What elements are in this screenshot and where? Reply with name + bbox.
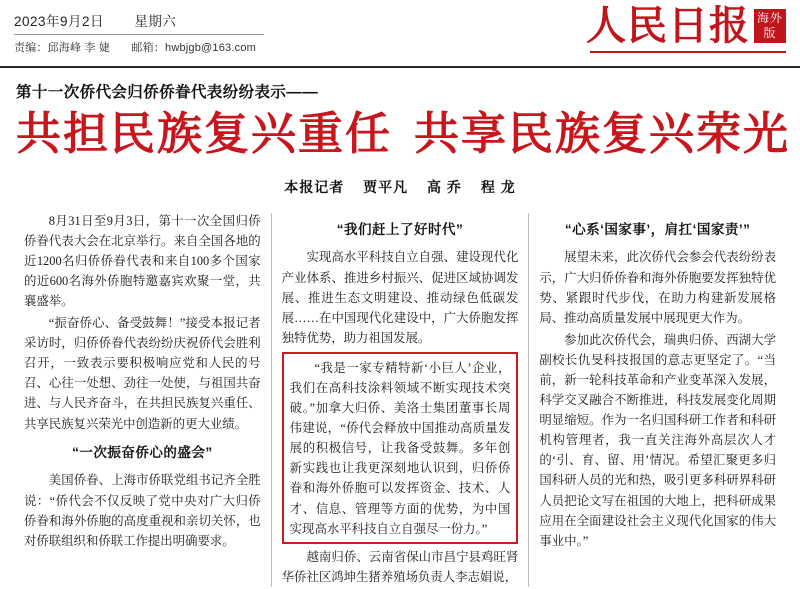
paragraph: 展望未来，此次侨代会参会代表纷纷表示，广大归侨侨眷和海外侨胞要发挥独特优势、紧跟时代步伐，在助力构建新发展格局、推动高质量发展中展现更大作为。 xyxy=(539,250,777,325)
publication-date: 2023年9月2日 xyxy=(14,14,105,29)
paragraph: “振奋侨心、备受鼓舞！”接受本报记者采访时，归侨侨眷代表纷纷庆祝侨代会胜利召开，一致表示要积极响应党和人民的号召、心往一处想、劲往一处使，与祖国共奋进、与人民齐奋斗，在共担民族复兴重任、共享民族复兴荣光中创造新的更大业绩。 xyxy=(24,316,261,431)
paragraph: 美国侨眷、上海市侨联党组书记齐全胜说：“侨代会不仅反映了党中央对广大归侨侨眷和海外侨胞的高度重视和亲切关怀，也对侨联组织和侨联工作提出明确要求。 xyxy=(24,473,261,548)
byline-author-3: 程 龙 xyxy=(480,178,516,195)
page-title xyxy=(16,109,791,159)
paragraph: 实现高水平科技自立自强、建设现代化产业体系、推进乡村振兴、促进区域协调发展、推进生态文明建设、推动绿色低碳发展……在中国现代化建设中，广大侨胞发挥独特优势，助力祖国发展。 xyxy=(281,250,519,345)
logo-edition-badge xyxy=(754,9,786,43)
byline-label: 本报记者 xyxy=(284,178,345,195)
paragraph: 越南归侨、云南省保山市昌宁县鸡旺肾华侨社区鸿坤生猪养殖场负责人李志娟说， xyxy=(281,549,519,584)
shoulder-headline: 第十一次侨代会归侨侨眷代表纷纷表示—— xyxy=(16,84,319,101)
masthead-rule xyxy=(14,34,264,35)
subheading-2: “我们赶上了好时代” xyxy=(336,221,464,237)
logo-badge-line1: 海外 xyxy=(756,11,783,25)
paragraph: 8月31日至9月3日，第十一次全国归侨侨眷代表大会在北京举行。来自全国各地的近1200名归侨侨眷代表和来自100多个国家的近600名海外侨胞特邀嘉宾欢聚一堂，共襄盛举。 xyxy=(24,213,261,308)
masthead xyxy=(0,0,800,62)
title-part-2: 共享民族复兴荣光 xyxy=(414,109,791,159)
headline-block xyxy=(0,68,800,197)
logo-title: 人民日报 xyxy=(585,3,750,48)
byline xyxy=(16,177,784,197)
column-1 xyxy=(14,211,271,589)
email-address: hwbjgb@163.com xyxy=(165,42,257,54)
newspaper-logo xyxy=(585,3,786,53)
column-2 xyxy=(272,211,529,589)
highlighted-quote-box xyxy=(282,352,519,544)
subheading-3: “心系‘国家事’，肩扛‘国家责’” xyxy=(564,221,751,237)
editor-label: 责编： xyxy=(14,42,48,54)
email-label: 邮箱： xyxy=(131,42,165,54)
paragraph: 参加此次侨代会，瑞典归侨、西湖大学副校长仇旻科技报国的意志更坚定了。“当前，新一轮科技革命和产业变革深入发展，科学交叉融合不断推进，科技发展变化周期明显缩短。作为一名归国科研工作者和科研机构管理者，我一直关注海外高层次人才的‘引、育、留、用’情况。希望汇聚更多归国科研人员的光和热，吸引更多科研界科研人员把论文写在祖国的大地上，把科研成果应用在全面建设社会主义现代化国家的伟大事业中。” xyxy=(539,332,777,548)
publication-weekday: 星期六 xyxy=(134,14,177,29)
byline-author-2: 高 乔 xyxy=(427,178,462,195)
article-columns xyxy=(0,197,800,589)
byline-author-1: 贾平凡 xyxy=(363,178,409,195)
logo-underline xyxy=(590,51,786,53)
editor-names: 邱海峰 李 婕 xyxy=(47,42,111,54)
logo-badge-line2: 版 xyxy=(763,26,777,40)
highlighted-quote-text: “我是一家专精特新‘小巨人’企业，我们在高科技涂料领域不断实现技术突破。”加拿大归侨、美洛士集团董事长周伟建说，“侨代会释放中国推动高质量发展的积极信号，让我备受鼓舞。多年创新实践也让我更深刻地认识到，归侨侨眷和海外侨胞可以发挥资金、技术、人才、信息、管理等方面的优势，为中国实现高水平科技自立自强尽一份力。” xyxy=(289,360,511,536)
subheading-1: “一次振奋侨心的盛会” xyxy=(72,444,213,460)
column-3 xyxy=(529,211,786,589)
title-part-1: 共担民族复兴重任 xyxy=(16,109,393,159)
